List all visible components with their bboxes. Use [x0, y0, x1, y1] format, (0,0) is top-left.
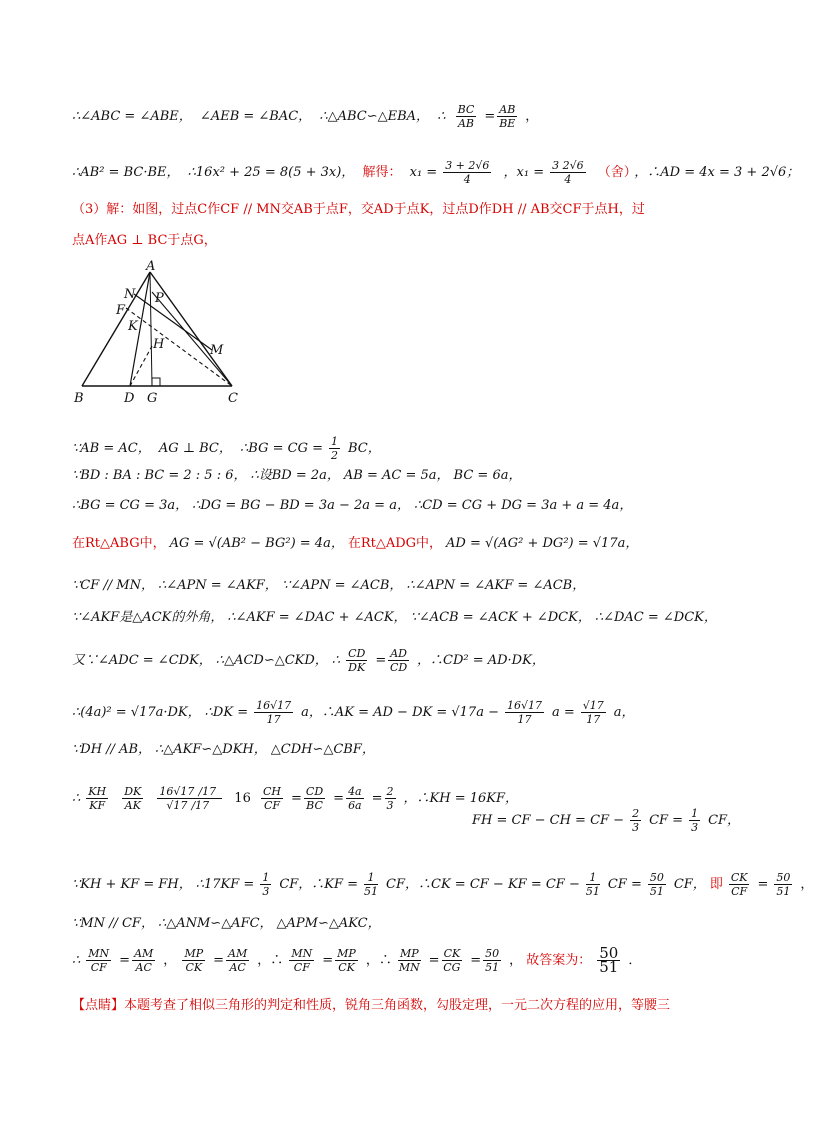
line-4: 点A作AG ⊥ BC于点G， [72, 233, 217, 248]
label-M: M [210, 343, 224, 358]
line-11: 又∵∠ADC = ∠CDK， ∴△ACD∽△CKD， ∴ $\frac{CD}{DK}$ = $\frac{AD}{CD}$ ，∴CD² = AD·DK， [72, 647, 545, 674]
document-page [72, 95, 814, 1013]
line-7: ∴BG = CG = 3a， ∴DG = BG − BD = 3a − 2a = a， ∴CD = CG + DG = 3a + a = 4a， [72, 498, 633, 513]
label-C: C [228, 391, 238, 406]
line-17: ∴ $\frac{MN}{CF}$ = $\frac{AM}{AC}$ ， $\frac{MP}{CK}$ = $\frac{AM}{AC}$ ，∴ $\frac{MN}{CF}$ = $\frac{MP}{CK}$ ，∴ $\frac{MP}{MN}$ = $\frac{CK}{CG}$ = $\frac{50}{51}$ ， 故答案为： $\frac{50}{51}$ ． [72, 944, 642, 976]
stmt: ∴△ABC∽△EBA， [319, 109, 430, 124]
label-F: F [116, 303, 126, 318]
line-10: ∵∠AKF是△ACK的外角， ∴∠AKF = ∠DAC + ∠ACK， ∵∠ACB = ∠ACK + ∠DCK， ∴∠DAC = ∠DCK， [72, 610, 717, 625]
line-12: ∴(4a)² = √17a·DK， ∴DK = $\frac{16√17}{17}$ a，∴AK = AD − DK = √17a − $\frac{16√17}{17}$ a = $\frac{√17}{17}$ a， [72, 699, 635, 726]
fraction: $\frac{1}{2}$ [330, 435, 338, 462]
line-6: ∵BD : BA : BC = 2 : 5 : 6， ∴设BD = 2a， AB = AC = 5a， BC = 6a， [72, 468, 522, 483]
label-N: N [124, 287, 136, 302]
line-5: ∵AB = AC， AG ⊥ BC， ∴BG = CG = $\frac{1}{2}$ BC， [72, 435, 381, 462]
line-8: 在Rt△ABG中， AG = √(AB² − BG²) = 4a， 在Rt△ADG中， AD = √(AG² + DG²) = √17a， [72, 536, 639, 551]
label-A: A [146, 259, 156, 274]
line-3: （3）解：如图，过点C作CF // MN交AB于点F，交AD于点K，过点D作DH // AB交CF于点H，过 [72, 202, 645, 217]
stmt: ∴ [437, 109, 446, 124]
stmt: ∴AB² = BC·BE， [72, 165, 180, 180]
label-B: B [74, 391, 84, 406]
line-18-comment: 【点睛】本题考查了相似三角形的判定和性质，锐角三角函数，勾股定理，一元二次方程的应用，等腰三 [72, 998, 671, 1013]
line-14b: FH = CF − CH = CF − $\frac{2}{3}$ CF = $\frac{1}{3}$ CF， [472, 807, 741, 834]
fraction: $\frac{BC}{AB}$ [457, 103, 475, 130]
line-9: ∵CF // MN， ∴∠APN = ∠AKF， ∵∠APN = ∠ACB， ∴∠APN = ∠AKF = ∠ACB， [72, 578, 586, 593]
stmt: 解得： [362, 165, 402, 180]
fraction: $\frac{3 2√6}{4}$ [552, 159, 584, 186]
label-P: P [155, 291, 164, 306]
stmt: ∴16x² + 25 = 8(5 + 3x)， [187, 165, 355, 180]
line-16: ∵MN // CF， ∴△ANM∽△AFC， △APM∽△AKC， [72, 916, 381, 931]
line-2: ∴AB² = BC·BE， ∴16x² + 25 = 8(5 + 3x)， 解得： x₁ = $\frac{3 + 2√6}{4}$ ，x₁ = $\frac{3 2√6}{4}$ （舍） ，∴AD = 4x = 3 + 2√6； [72, 159, 800, 186]
geometry-figure [72, 258, 244, 406]
line-1: ∴∠ABC = ∠ABE， ∠AEB = ∠BAC， ∴△ABC∽△EBA， ∴ $\frac{BC}{AB}$ = $\frac{AB}{BE}$ ， [72, 103, 539, 130]
stmt: ∠AEB = ∠BAC， [199, 109, 312, 124]
line-13: ∵DH // AB， ∴△AKF∽△DKH， △CDH∽△CBF， [72, 742, 375, 757]
label-H: H [153, 337, 165, 352]
line-14: ∴ $\frac{KH}{KF}$ $\frac{DK}{AK}$ $\frac{16√17 /17}{√17 /17}$ 16 $\frac{CH}{CF}$ = $\frac{CD}{BC}$ = $\frac{4a}{6a}$ = $\frac{2}{3}$ ，∴KH = 16KF， [72, 785, 519, 812]
label-D: D [124, 391, 135, 406]
label-G: G [147, 391, 158, 406]
stmt: ∴∠ABC = ∠ABE， [72, 109, 192, 124]
label-K: K [128, 319, 138, 334]
fraction: $\frac{AB}{BE}$ [499, 103, 516, 130]
line-15: ∵KH + KF = FH， ∴17KF = $\frac{1}{3}$ CF，∴KF = $\frac{1}{51}$ CF，∴CK = CF − KF = CF − $\frac{1}{51}$ CF = $\frac{50}{51}$ CF， 即 $\frac{CK}{CF}$ = $\frac{50}{51}$ ， [72, 871, 814, 898]
fraction: $\frac{3 + 2√6}{4}$ [445, 159, 490, 186]
